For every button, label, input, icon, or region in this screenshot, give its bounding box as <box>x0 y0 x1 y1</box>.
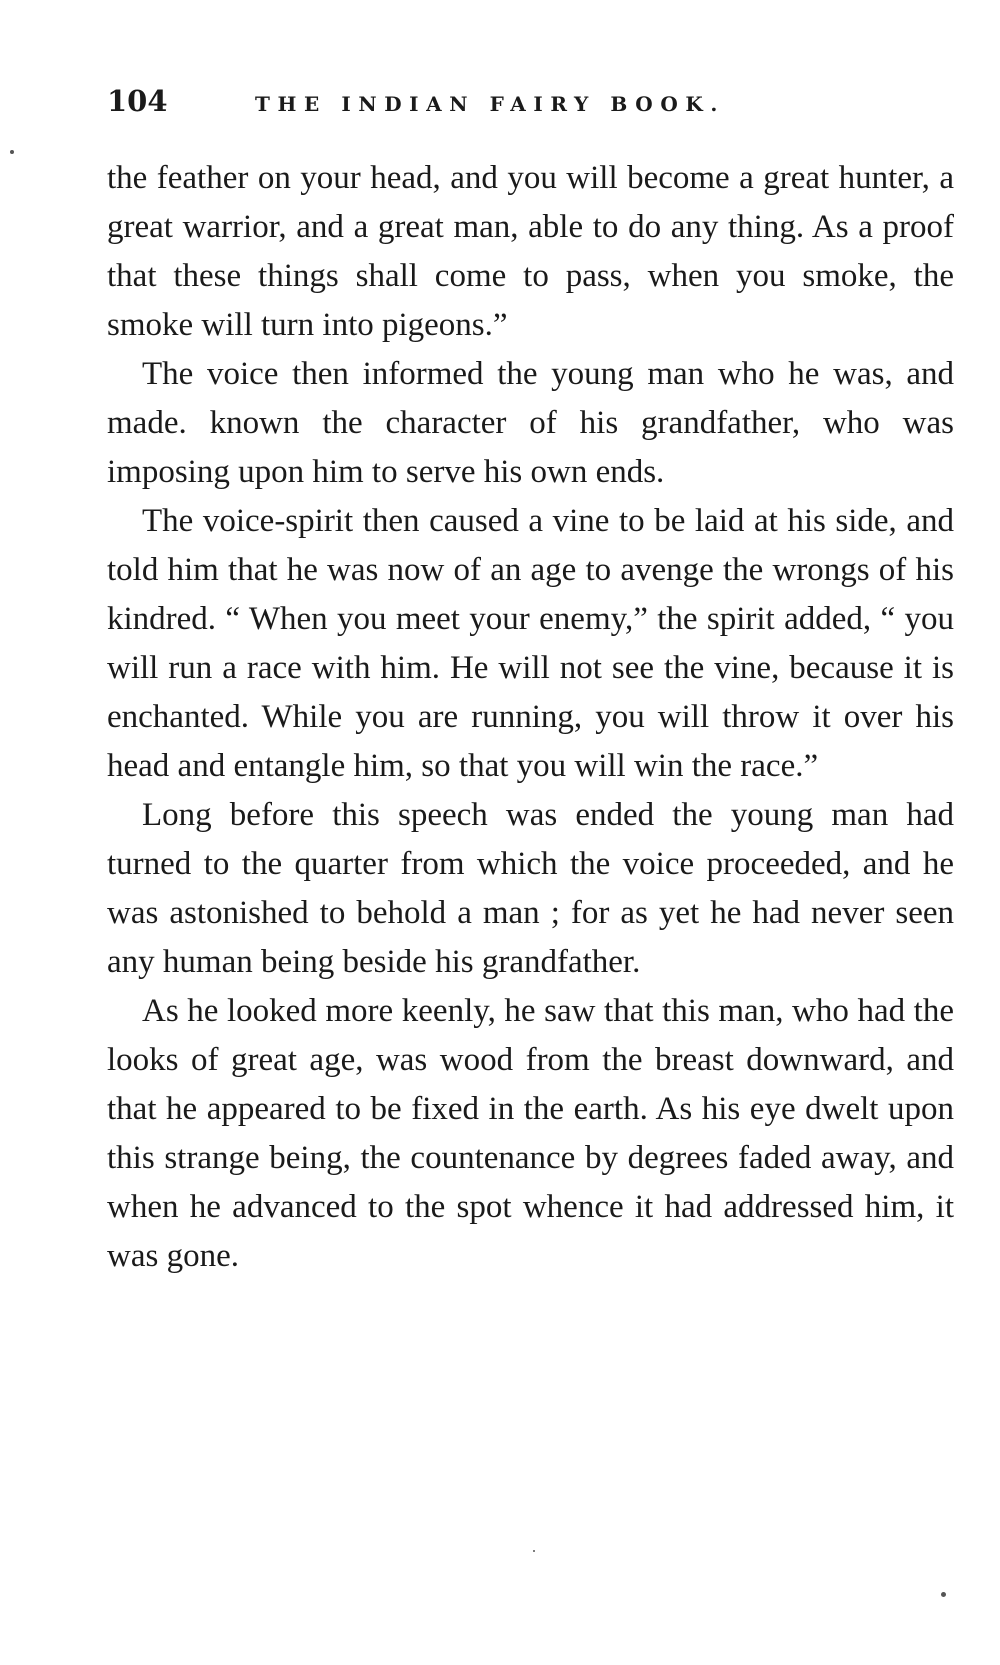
page-number: 104 <box>107 84 168 118</box>
paragraph-1: the feather on your head, and you will become a great hunter, a great warrior, and a great man, able to do any thing. As a proof that these things shall come to pass, when you smoke, the smoke will turn into pigeons.” <box>107 160 954 343</box>
running-title: THE INDIAN FAIRY BOOK. <box>255 92 725 116</box>
paragraph-2: The voice then informed the young man who he was, and made. known the character of his grandfather, who was imposing upon him to serve his own ends. <box>107 356 954 490</box>
paragraph-5: As he looked more keenly, he saw that this man, who had the looks of great age, was wood from the breast downward, and that he appeared to be fixed in the earth. As his eye dwelt upon this strange being, the countenance by degrees faded away, and when he advanced to the spot whence it had addressed him, it was gone. <box>107 993 954 1274</box>
print-speck <box>10 150 14 154</box>
print-speck <box>533 1550 535 1552</box>
paragraph-4: Long before this speech was ended the young man had turned to the quarter from which the voice proceeded, and he was astonished to behold a man ; for as yet he had never seen any human being beside his grandfather. <box>107 797 954 980</box>
print-speck <box>941 1592 946 1597</box>
paragraph-3: The voice-spirit then caused a vine to be laid at his side, and told him that he was now of an age to avenge the wrongs of his kindred. “ When you meet your enemy,” the spirit added, “ you will run a race with him. He will not see the vine, because it is enchanted. While you are running, you will throw it over his head and entangle him, so that you will win the race.” <box>107 503 954 784</box>
body-text <box>107 154 954 1281</box>
page-header <box>107 84 807 124</box>
